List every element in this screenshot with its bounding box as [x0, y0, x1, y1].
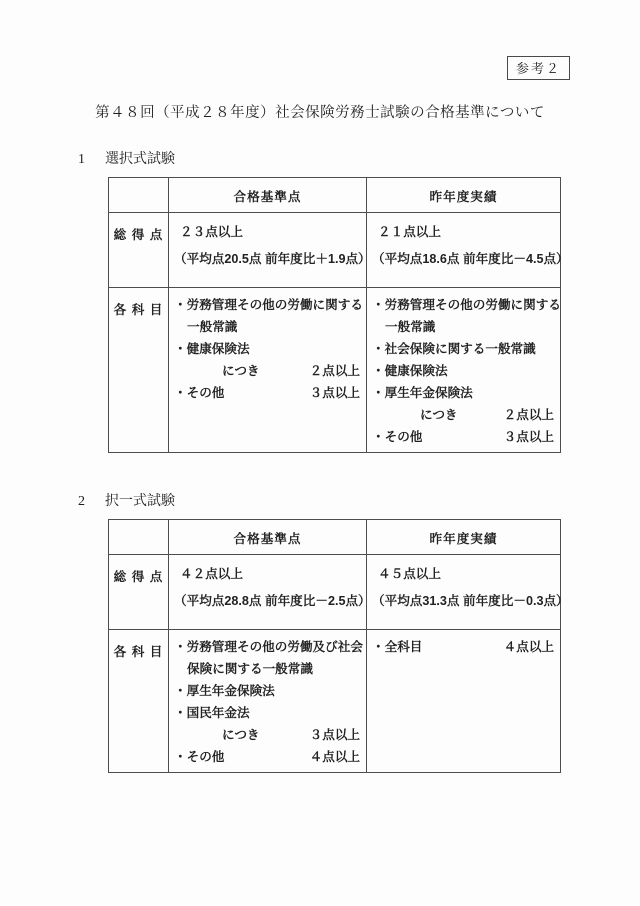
- cell-line: につき ２点以上: [222, 364, 360, 378]
- row-label-each-subject: 各 科 目: [109, 288, 169, 453]
- cell-line: ２３点以上: [180, 225, 243, 239]
- section-2-heading: [78, 490, 175, 510]
- cell-line: （平均点31.3点 前年度比－0.3点）: [372, 594, 569, 608]
- cell-line: ・その他 ４点以上: [174, 750, 360, 764]
- cell-line: ・国民年金法: [174, 706, 250, 720]
- cell-line: につき ２点以上: [420, 408, 554, 422]
- column-header-pass-mark: 合格基準点: [169, 520, 367, 555]
- cell-line: ・その他 ３点以上: [174, 386, 360, 400]
- cell-line: につき ３点以上: [222, 728, 360, 742]
- each-subject-pass-mark-cell: [169, 288, 367, 453]
- each-subject-previous-year-cell: [367, 288, 561, 453]
- row-label-total-score: 総 得 点: [109, 555, 169, 630]
- cell-line: ・労務管理その他の労働に関する: [174, 298, 363, 312]
- total-score-pass-mark-cell: [169, 555, 371, 630]
- selective-exam-table: [108, 177, 569, 453]
- cell-line: （平均点18.6点 前年度比－4.5点）: [372, 252, 569, 266]
- cell-line: ２１点以上: [378, 225, 441, 239]
- section-2-title: 択一式試験: [105, 494, 175, 509]
- cell-line: （平均点20.5点 前年度比＋1.9点）: [174, 252, 371, 266]
- section-1-number: 1: [78, 152, 85, 167]
- document-title: 第４８回（平成２８年度）社会保険労務士試験の合格基準について: [95, 105, 545, 121]
- section-1-title: 選択式試験: [105, 152, 175, 167]
- each-subject-previous-year-cell: [367, 630, 561, 773]
- corner-cell: [109, 520, 169, 555]
- cell-line: ・厚生年金保険法: [174, 684, 275, 698]
- reference-label: 参考２: [507, 56, 570, 80]
- cell-line: ４２点以上: [180, 567, 243, 581]
- cell-line: ４５点以上: [378, 567, 441, 581]
- total-score-previous-year-cell: [367, 555, 569, 630]
- cell-line: ・労務管理その他の労働及び社会: [174, 640, 363, 654]
- cell-line: ・労務管理その他の労働に関する: [372, 298, 561, 312]
- cell-line: ・厚生年金保険法: [372, 386, 473, 400]
- cell-line: ・健康保険法: [372, 364, 448, 378]
- column-header-previous-year: 昨年度実績: [367, 520, 561, 555]
- cell-line: （平均点28.8点 前年度比－2.5点）: [174, 594, 371, 608]
- each-subject-pass-mark-cell: [169, 630, 367, 773]
- corner-cell: [109, 178, 169, 213]
- cell-line: ・その他 ３点以上: [372, 430, 554, 444]
- row-label-total-score: 総 得 点: [109, 213, 169, 288]
- column-header-pass-mark: 合格基準点: [169, 178, 367, 213]
- cell-line: ・社会保険に関する一般常識: [372, 342, 536, 356]
- cell-line: 一般常識: [385, 320, 436, 334]
- section-1-heading: [78, 148, 175, 168]
- multiple-choice-exam-table: [108, 519, 569, 773]
- row-label-each-subject: 各 科 目: [109, 630, 169, 773]
- cell-line: ・健康保険法: [174, 342, 250, 356]
- total-score-previous-year-cell: [367, 213, 569, 288]
- cell-line: 一般常識: [187, 320, 238, 334]
- column-header-previous-year: 昨年度実績: [367, 178, 561, 213]
- cell-line: ・全科目 ４点以上: [372, 640, 554, 654]
- section-2-number: 2: [78, 494, 85, 509]
- cell-line: 保険に関する一般常識: [187, 662, 313, 676]
- total-score-pass-mark-cell: [169, 213, 371, 288]
